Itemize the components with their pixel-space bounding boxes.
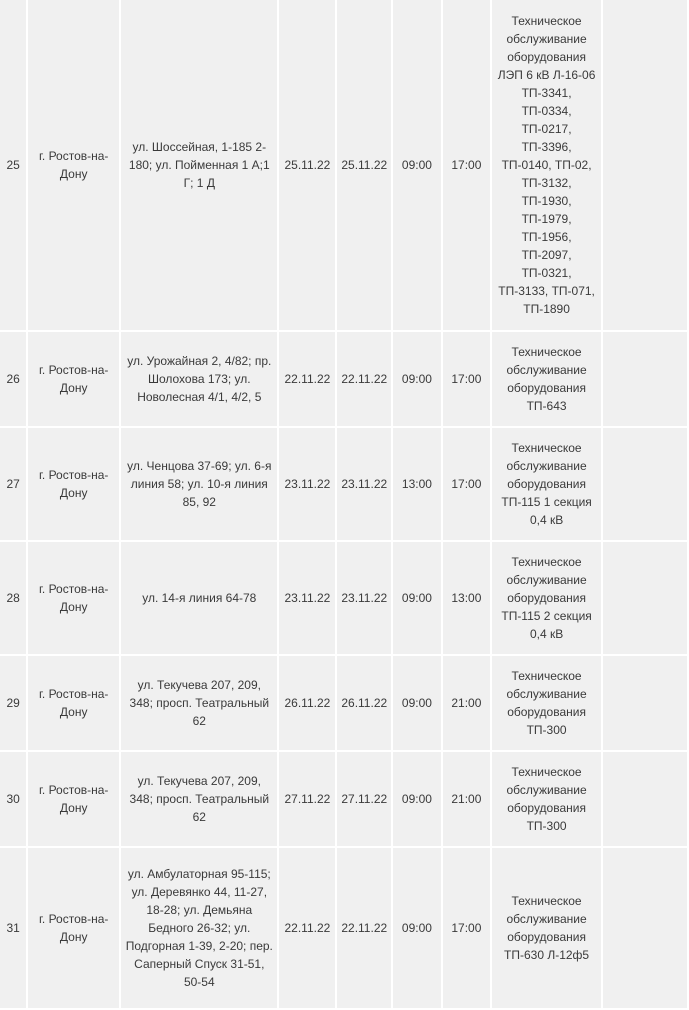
row-number: 25	[0, 0, 26, 330]
addresses-cell: ул. Текучева 207, 209, 348; просп. Театральный 62	[121, 656, 277, 750]
extra-cell	[603, 656, 687, 750]
time-start-cell: 09:00	[393, 0, 440, 330]
row-number: 27	[0, 428, 26, 540]
work-description-cell: Техническое обслуживание оборудования ЛЭП 6 кВ Л-16-06 ТП-3341, ТП-0334, ТП-0217, ТП-3396, ТП-0140, ТП-02, ТП-3132, ТП-1930, ТП-1979, ТП-1956, ТП-2097, ТП-0321, ТП-3133, ТП-071, ТП-1890	[492, 0, 601, 330]
city-cell: г. Ростов-на-Дону	[28, 656, 119, 750]
row-number: 31	[0, 848, 26, 1008]
extra-cell	[603, 332, 687, 426]
work-description-cell: Техническое обслуживание оборудования ТП-300	[492, 752, 601, 846]
addresses-cell: ул. Текучева 207, 209, 348; просп. Театральный 62	[121, 752, 277, 846]
work-description-cell: Техническое обслуживание оборудования ТП-115 1 секция 0,4 кВ	[492, 428, 601, 540]
time-start-cell: 09:00	[393, 848, 440, 1008]
date-end-cell: 27.11.22	[337, 752, 391, 846]
date-end-cell: 25.11.22	[337, 0, 391, 330]
city-cell: г. Ростов-на-Дону	[28, 752, 119, 846]
work-description-cell: Техническое обслуживание оборудования ТП-630 Л-12ф5	[492, 848, 601, 1008]
date-start-cell: 25.11.22	[279, 0, 335, 330]
extra-cell	[603, 848, 687, 1008]
extra-cell	[603, 428, 687, 540]
time-end-cell: 17:00	[443, 332, 490, 426]
date-start-cell: 22.11.22	[279, 332, 335, 426]
time-end-cell: 17:00	[443, 428, 490, 540]
addresses-cell: ул. Амбулаторная 95-115; ул. Деревянко 44, 11-27, 18-28; ул. Демьяна Бедного 26-32; ул. Подгорная 1-39, 2-20; пер. Саперный Спуск 31-51, 50-54	[121, 848, 277, 1008]
city-cell: г. Ростов-на-Дону	[28, 848, 119, 1008]
date-start-cell: 26.11.22	[279, 656, 335, 750]
work-description-cell: Техническое обслуживание оборудования ТП-300	[492, 656, 601, 750]
extra-cell	[603, 542, 687, 654]
time-end-cell: 21:00	[443, 656, 490, 750]
city-cell: г. Ростов-на-Дону	[28, 428, 119, 540]
city-cell: г. Ростов-на-Дону	[28, 332, 119, 426]
table-row	[0, 428, 687, 540]
work-description-cell: Техническое обслуживание оборудования ТП-643	[492, 332, 601, 426]
time-start-cell: 09:00	[393, 656, 440, 750]
row-number: 26	[0, 332, 26, 426]
time-start-cell: 09:00	[393, 542, 440, 654]
city-cell: г. Ростов-на-Дону	[28, 0, 119, 330]
table-row	[0, 332, 687, 426]
date-end-cell: 22.11.22	[337, 848, 391, 1008]
extra-cell	[603, 0, 687, 330]
table-row	[0, 0, 687, 330]
table-row	[0, 752, 687, 846]
time-start-cell: 13:00	[393, 428, 440, 540]
extra-cell	[603, 752, 687, 846]
row-number: 28	[0, 542, 26, 654]
time-start-cell: 09:00	[393, 332, 440, 426]
addresses-cell: ул. Шоссейная, 1-185 2-180; ул. Пойменная 1 А;1 Г; 1 Д	[121, 0, 277, 330]
row-number: 30	[0, 752, 26, 846]
date-start-cell: 27.11.22	[279, 752, 335, 846]
time-end-cell: 13:00	[443, 542, 490, 654]
time-end-cell: 17:00	[443, 848, 490, 1008]
date-start-cell: 22.11.22	[279, 848, 335, 1008]
table-row	[0, 542, 687, 654]
addresses-cell: ул. Урожайная 2, 4/82; пр. Шолохова 173; ул. Новолесная 4/1, 4/2, 5	[121, 332, 277, 426]
time-end-cell: 21:00	[443, 752, 490, 846]
time-start-cell: 09:00	[393, 752, 440, 846]
addresses-cell: ул. Ченцова 37-69; ул. 6-я линия 58; ул. 10-я линия 85, 92	[121, 428, 277, 540]
city-cell: г. Ростов-на-Дону	[28, 542, 119, 654]
work-description-cell: Техническое обслуживание оборудования ТП-115 2 секция 0,4 кВ	[492, 542, 601, 654]
date-start-cell: 23.11.22	[279, 428, 335, 540]
date-end-cell: 22.11.22	[337, 332, 391, 426]
addresses-cell: ул. 14-я линия 64-78	[121, 542, 277, 654]
time-end-cell: 17:00	[443, 0, 490, 330]
date-start-cell: 23.11.22	[279, 542, 335, 654]
date-end-cell: 23.11.22	[337, 428, 391, 540]
table-row	[0, 656, 687, 750]
date-end-cell: 23.11.22	[337, 542, 391, 654]
date-end-cell: 26.11.22	[337, 656, 391, 750]
table-row	[0, 848, 687, 1008]
row-number: 29	[0, 656, 26, 750]
